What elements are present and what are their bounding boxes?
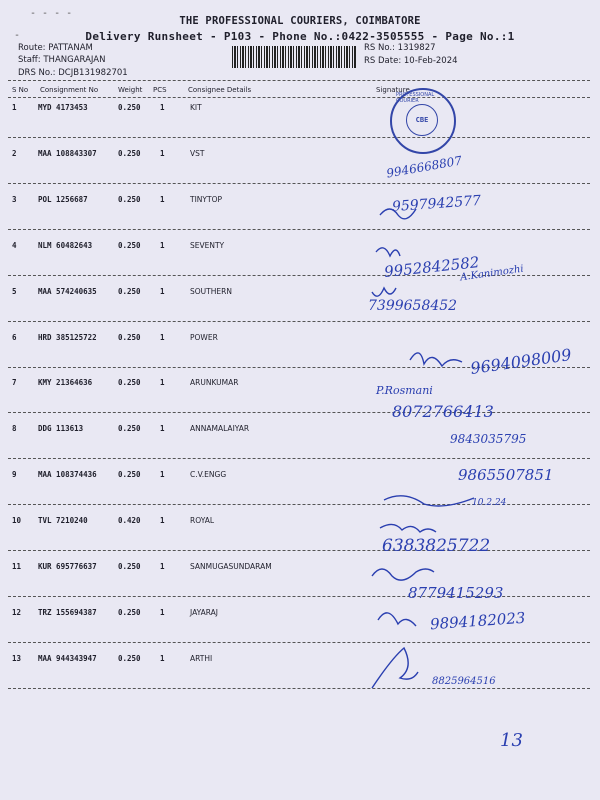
row-consignment: MAA 108374436: [38, 470, 97, 480]
row-weight: 0.250: [118, 103, 141, 112]
row-weight: 0.250: [118, 240, 141, 250]
row-consignee: KIT: [190, 103, 202, 112]
row-sno: 5: [12, 286, 17, 296]
handwritten-phone: 9597942577: [391, 192, 482, 216]
row-weight: 0.250: [118, 194, 141, 204]
col-weight: Weight: [118, 86, 143, 94]
corner-mark: -: [14, 30, 21, 41]
handwritten-phone: 8072766413: [392, 402, 494, 421]
handwritten-name: A.Kanimozhi: [459, 263, 525, 284]
row-weight: 0.250: [118, 332, 141, 342]
handwritten-phone: 6383825722: [382, 536, 491, 556]
row-pcs: 1: [160, 653, 165, 663]
handwritten-phone: 8779415293: [408, 584, 504, 602]
staff-label: Staff: THANGARAJAN: [18, 55, 106, 65]
row-consignment: MAA 574240635: [38, 286, 97, 296]
row-pcs: 1: [160, 378, 165, 388]
col-signature: Signature: [376, 86, 410, 94]
col-consignee: Consignee Details: [188, 86, 252, 94]
row-consignee: SEVENTY: [190, 240, 225, 250]
handwritten-phone: 9694098009: [469, 345, 573, 378]
row-pcs: 1: [160, 103, 165, 112]
row-consignee: TINYTOP: [190, 194, 222, 204]
row-pcs: 1: [160, 562, 165, 571]
handwritten-date: 10.2.24: [472, 498, 507, 508]
route-label: Route: PATTANAM: [18, 43, 93, 53]
handwritten-phone: 7399658452: [368, 298, 458, 314]
row-sno: 3: [12, 194, 17, 204]
row-sno: 7: [12, 378, 17, 388]
row-pcs: 1: [160, 516, 165, 526]
drs-number: DRS No.: DCJB131982701: [18, 68, 128, 78]
row-pcs: 1: [160, 194, 165, 204]
corner-mark: - - - -: [30, 8, 73, 19]
handwritten-phone: 9894182023: [429, 608, 526, 634]
handwritten-phone: 8825964516: [432, 676, 496, 687]
handwritten-count: 13: [500, 730, 523, 751]
handwritten-phone: 9865507851: [458, 466, 554, 484]
handwritten-phone: 9946668807: [385, 153, 463, 181]
row-sno: 4: [12, 240, 17, 250]
row-sno: 9: [12, 470, 17, 480]
row-consignee: ARTHI: [190, 653, 213, 663]
row-pcs: 1: [160, 607, 165, 617]
row-sno: 1: [12, 103, 17, 112]
handwritten-phone: 9843035795: [450, 432, 527, 446]
row-consignment: DDG 113613: [38, 424, 84, 434]
row-weight: 0.250: [118, 607, 141, 617]
row-consignee: ANNAMALAIYAR: [190, 424, 250, 434]
row-consignment: NLM 60482643: [38, 240, 93, 250]
row-pcs: 1: [160, 148, 165, 158]
row-consignee: POWER: [190, 332, 218, 342]
row-pcs: 1: [160, 470, 165, 480]
handwritten-name: P.Rosmani: [376, 384, 433, 397]
row-consignee: C.V.ENGG: [190, 470, 227, 480]
row-consignment: TVL 7210240: [38, 516, 88, 526]
row-consignment: MYD 4173453: [38, 103, 88, 112]
row-consignee: JAYARAJ: [190, 607, 219, 617]
row-weight: 0.250: [118, 378, 141, 388]
row-consignment: MAA 108843307: [38, 148, 97, 158]
row-consignee: SOUTHERN: [190, 286, 232, 296]
courier-stamp: PROFESSIONAL COURIER CBE: [390, 88, 456, 154]
row-consignment: HRD 385125722: [38, 332, 97, 342]
row-consignment: MAA 944343947: [38, 653, 97, 663]
row-weight: 0.250: [118, 424, 141, 434]
row-consignment: KMY 21364636: [38, 378, 93, 388]
row-weight: 0.420: [118, 516, 141, 526]
row-consignment: KUR 695776637: [38, 562, 97, 571]
row-weight: 0.250: [118, 148, 141, 158]
row-consignee: VST: [190, 148, 205, 158]
row-sno: 11: [12, 562, 22, 571]
col-sno: S No: [12, 86, 29, 94]
handwritten-phone: 9952842582: [383, 253, 481, 281]
rs-date: RS Date: 10-Feb-2024: [364, 56, 458, 66]
rs-number: RS No.: 1319827: [364, 43, 436, 53]
row-consignment: POL 1256687: [38, 194, 88, 204]
row-weight: 0.250: [118, 470, 141, 480]
row-pcs: 1: [160, 332, 165, 342]
row-sno: 8: [12, 424, 17, 434]
col-consignment: Consignment No: [40, 86, 99, 94]
row-sno: 12: [12, 607, 22, 617]
row-consignee: ROYAL: [190, 516, 215, 526]
row-sno: 6: [12, 332, 17, 342]
row-sno: 2: [12, 148, 17, 158]
row-pcs: 1: [160, 286, 165, 296]
col-pcs: PCS: [153, 86, 167, 94]
row-consignee: SANMUGASUNDARAM: [190, 562, 272, 571]
row-weight: 0.250: [118, 286, 141, 296]
row-sno: 10: [12, 516, 22, 526]
row-consignment: TRZ 155694387: [38, 607, 97, 617]
row-sno: 13: [12, 653, 22, 663]
row-pcs: 1: [160, 240, 165, 250]
row-weight: 0.250: [118, 653, 141, 663]
row-consignee: ARUNKUMAR: [190, 378, 239, 388]
row-pcs: 1: [160, 424, 165, 434]
runsheet-subtitle: Delivery Runsheet - P103 - Phone No.:0422-3505555 - Page No.:1: [85, 30, 515, 43]
row-weight: 0.250: [118, 562, 141, 571]
company-title: THE PROFESSIONAL COURIERS, COIMBATORE: [179, 15, 421, 27]
